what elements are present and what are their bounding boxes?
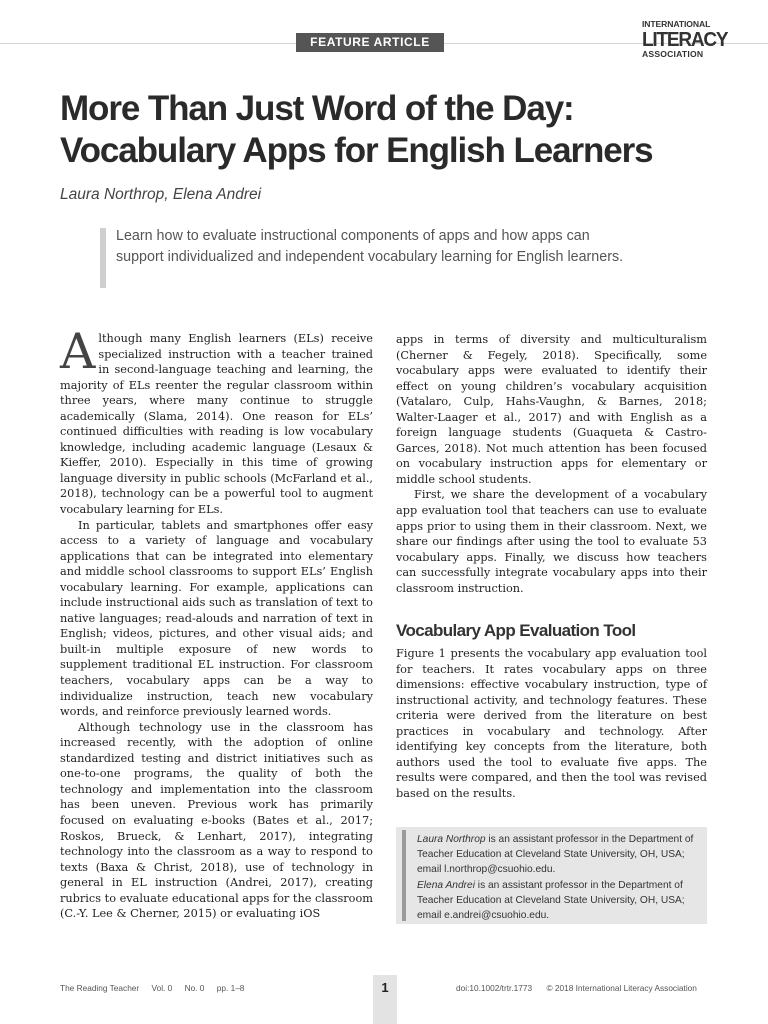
- body-paragraph: [60, 323, 373, 518]
- author-bio: [417, 832, 705, 878]
- article-title: More Than Just Word of the Day: Vocabulary Apps for English Learners: [60, 89, 653, 170]
- body-column-left: [60, 323, 373, 922]
- footer-copyright: © 2018 International Literacy Association: [546, 983, 697, 993]
- body-paragraph: Although technology use in the classroom has increased recently, with the adoption of online standardized testing and district initiatives such as one-to-one programs, the quality of both the technology and implementation into the classroom has been uneven. Previous work has primarily focused on evaluating e-books (Bates et al., 2017; Roskos, Brueck, & Lenhart, 2017), integrating technology into the classroom as a way to respond to texts (Baxa & Christ, 2018), use of technology in general in EL instruction (Andrei, 2017), creating rubrics to evaluate educational apps for the classroom (C.-Y. Lee & Cherner, 2015) or evaluating iOS: [60, 720, 373, 921]
- footer-pages: pp. 1–8: [216, 983, 245, 993]
- author-bio-accent-bar: [402, 830, 406, 921]
- body-paragraph: In particular, tablets and smartphones offer easy access to a variety of language and vocabulary applications that can be integrated into elementary and middle school classrooms to support ELs’ English vocabulary learning. For example, applications can include instructional aids such as translation of text to native languages; read-alouds and narration of text in English; videos, pictures, and other visual aids; and built-in multiple exposure of new words to supplement traditional EL instruction. For classroom teachers, vocabulary apps can be a way to individualize instruction, teach new vocabulary words, and reinforce previously learned words.: [60, 518, 373, 719]
- footer-number: No. 0: [184, 983, 205, 993]
- article-deck: Learn how to evaluate instructional components of apps and how apps can support individualized and independent vocabulary learning for English learners.: [116, 228, 624, 265]
- article-authors: Laura Northrop, Elena Andrei: [60, 186, 262, 203]
- body-paragraph: Figure 1 presents the vocabulary app evaluation tool for teachers. It rates vocabulary apps on three dimensions: effective vocabulary instruction, type of instructional activity, and technology features. These criteria were derived from the literature on best practices in vocabulary and technology. After identifying key concepts from the literature, both authors used the tool to evaluate five apps. The results were compared, and then the tool was revised based on the results.: [396, 647, 707, 800]
- section-body: [396, 646, 707, 801]
- logo-line-association: ASSOCIATION: [642, 48, 704, 59]
- logo-line-international: INTERNATIONAL: [642, 19, 711, 29]
- feature-article-banner: FEATURE ARTICLE: [296, 33, 444, 52]
- body-paragraph: apps in terms of diversity and multiculturalism (Cherner & Fegely, 2018). Specifically, some vocabulary apps were evaluated to identify their effect on young children’s vocabulary acquisition (Vatalaro, Culp, Hahs-Vaughn, & Barnes, 2018; Walter-Laager et al., 2017) and with English as a foreign language students (Guaqueta & Castro-Garces, 2018). Not much attention has been focused on vocabulary instruction apps for elementary or middle school students.: [396, 333, 707, 486]
- footer-journal: The Reading Teacher: [60, 983, 140, 993]
- body-paragraph: First, we share the development of a vocabulary app evaluation tool that teachers can use to evaluate apps prior to using them in their classroom. Next, we share our findings after using the tool to evaluate 53 vocabulary apps. Finally, we discuss how teachers can successfully integrate vocabulary apps into their classroom instruction.: [396, 488, 707, 595]
- ila-logo: [642, 19, 728, 59]
- author-bio-description: is an assistant professor in the Department of Teacher Education at Cleveland State University, OH, USA; email l.northrop@csuohio.edu.: [417, 834, 694, 876]
- author-bio-description: is an assistant professor in the Department of Teacher Education at Cleveland State University, OH, USA; email e.andrei@csuohio.edu.: [417, 879, 685, 922]
- page-number: 1: [373, 975, 397, 1024]
- logo-line-literacy: LITERACY: [642, 28, 728, 51]
- footer-volume: Vol. 0: [151, 983, 173, 993]
- author-bio-name: Laura Northrop: [417, 834, 486, 845]
- footer-doi-copyright: [456, 983, 709, 993]
- author-bio: [417, 878, 705, 924]
- deck-accent-bar: [100, 228, 106, 288]
- drop-cap: A: [60, 323, 96, 380]
- footer-doi: doi:10.1002/trtr.1773: [456, 983, 533, 993]
- body-column-right: [396, 332, 707, 596]
- footer-citation: [60, 983, 254, 993]
- author-bio-text: [417, 832, 705, 923]
- section-heading: Vocabulary App Evaluation Tool: [396, 621, 636, 640]
- body-paragraph-text: lthough many English learners (ELs) receive specialized instruction with a teacher trained in second-language teaching and learning, the majority of ELs reenter the regular classroom within three years, where many continue to struggle academically (Slama, 2014). One reason for ELs’ continued difficulties with reading is low vocabulary knowledge, including academic language (Lesaux & Kieffer, 2010). Especially in this time of growing language diversity in public schools (McFarland et al., 2018), technology can be a powerful tool to augment vocabulary learning for ELs.: [60, 332, 373, 517]
- author-bio-name: Elena Andrei: [417, 879, 475, 891]
